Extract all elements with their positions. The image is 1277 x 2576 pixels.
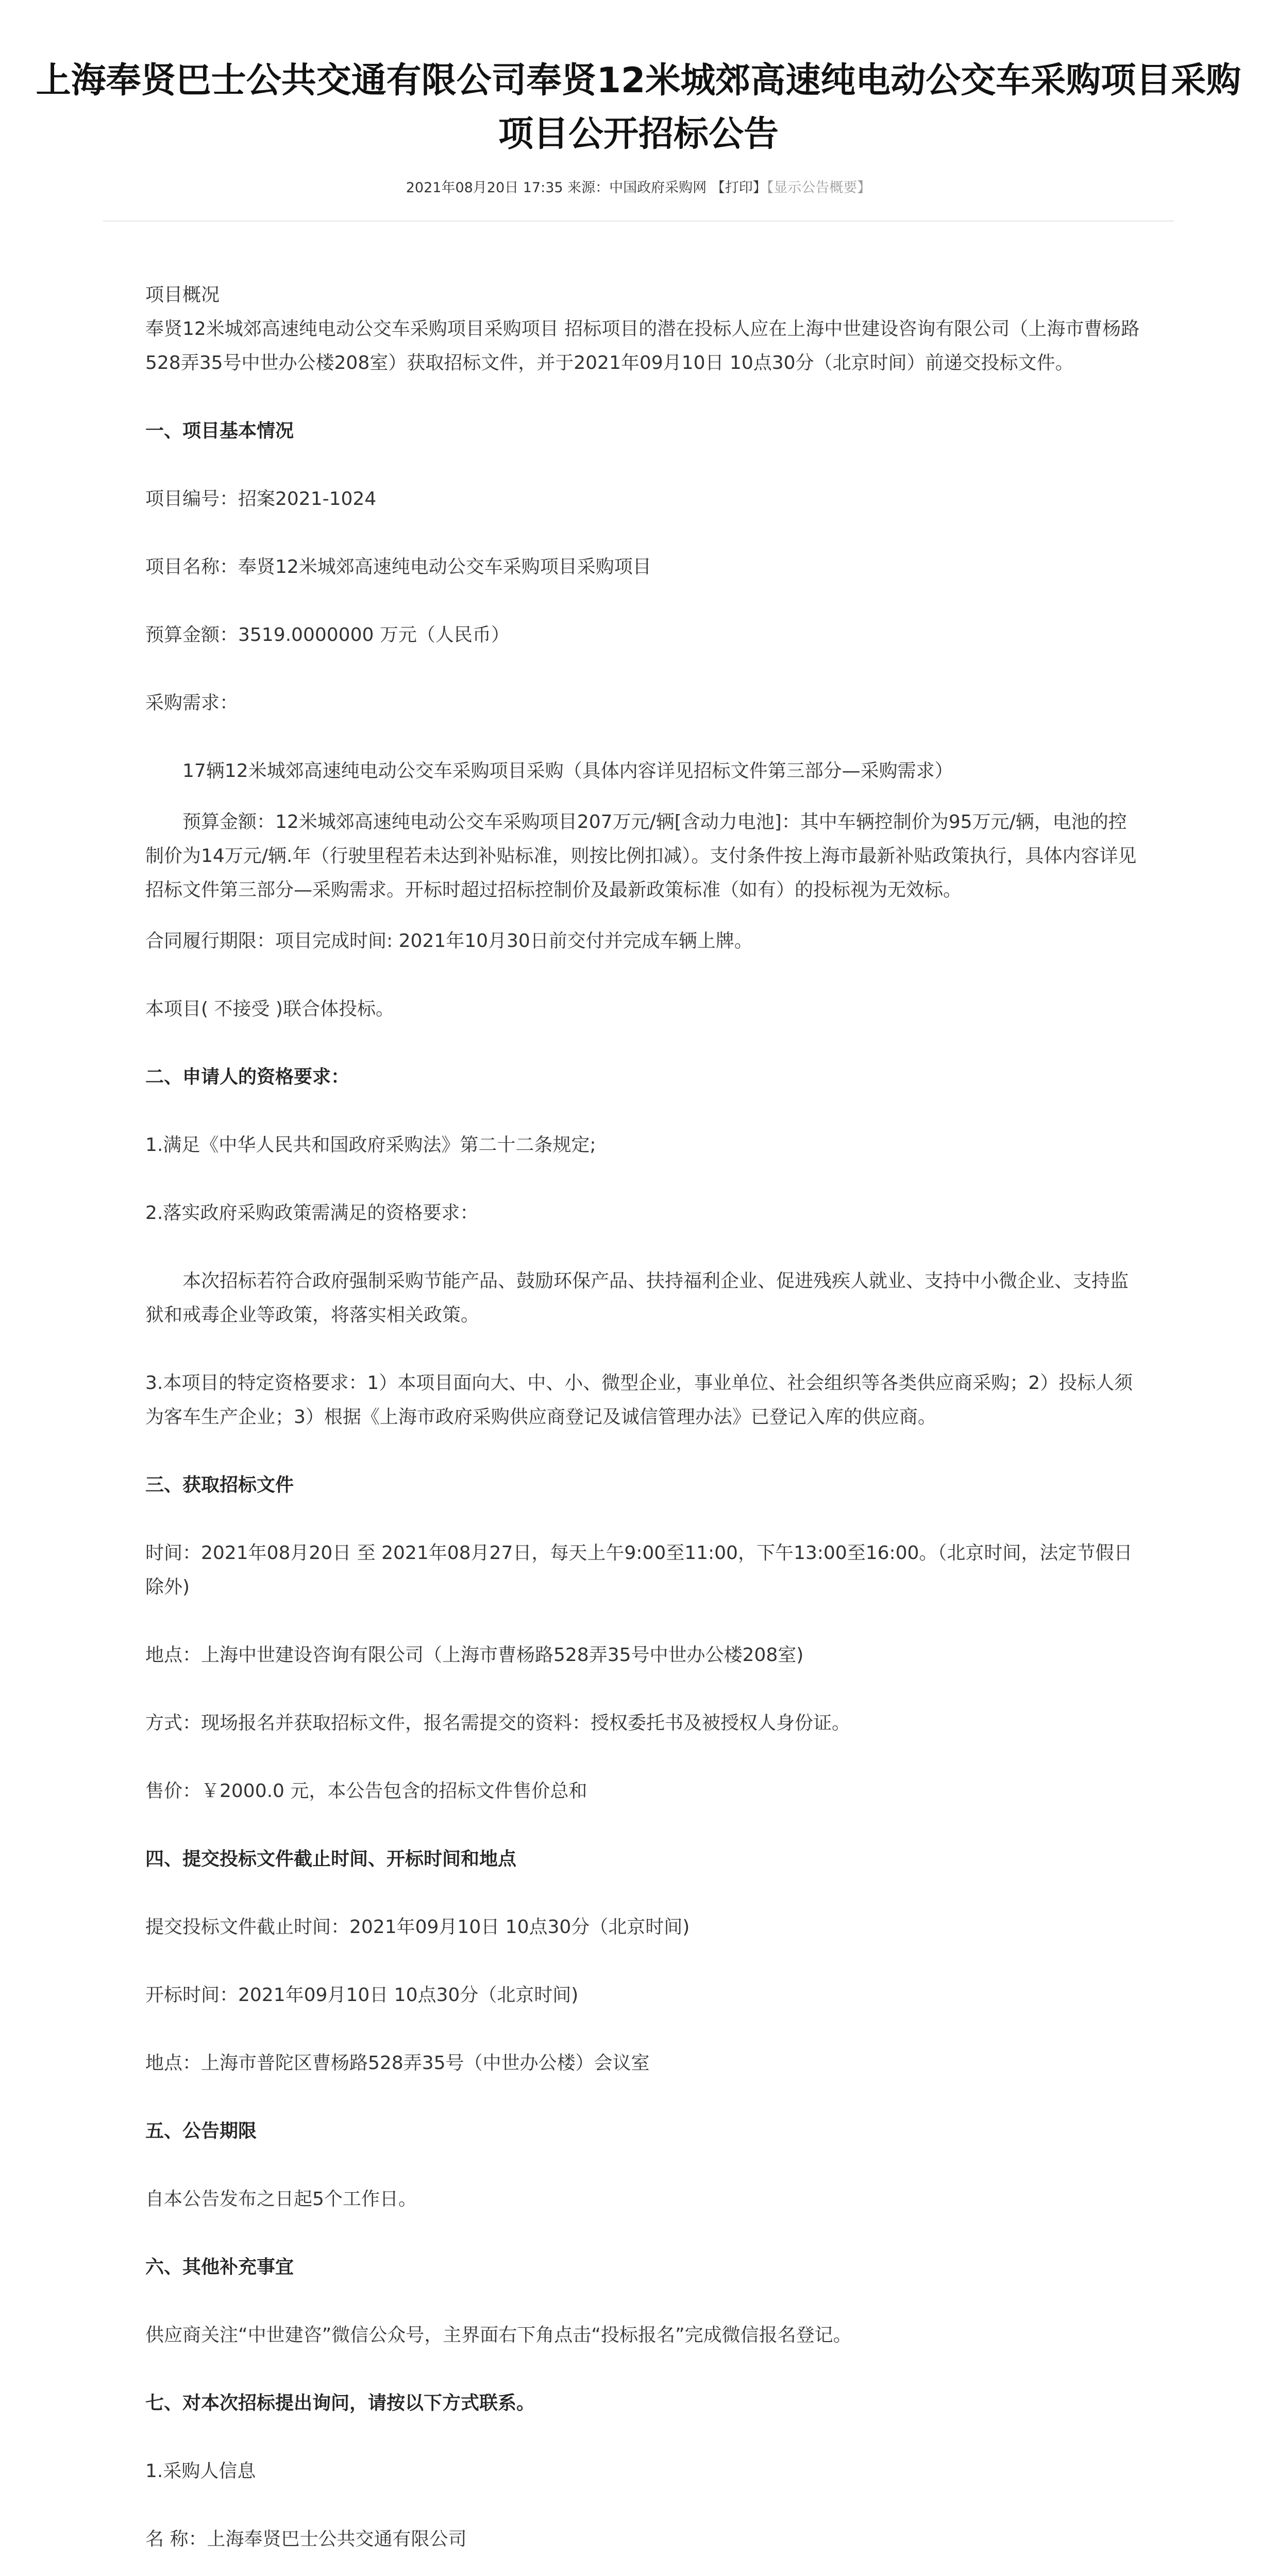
source-label: 来源： [567, 180, 610, 196]
bid-opening-place: 地点：上海市普陀区曹杨路528弄35号（中世办公楼）会议室 [145, 2053, 650, 2074]
bid-deadline: 提交投标文件截止时间：2021年09月10日 10点30分（北京时间) [145, 1917, 690, 1938]
announcement-period: 自本公告发布之日起5个工作日。 [145, 2189, 417, 2210]
qualification-3: 3.本项目的特定资格要求：1）本项目面向大、中、小、微型企业，事业单位、社会组织等各类供应商采购；2）投标人须为客车生产企业；3）根据《上海市政府采购供应商登记及诚信管理办法》已登记入库的供应商。 [145, 1372, 1133, 1428]
procurement-demand-label: 采购需求： [145, 692, 239, 714]
overview-text: 奉贤12米城郊高速纯电动公交车采购项目采购项目 招标项目的潜在投标人应在上海中世建设咨询有限公司（上海市曹杨路528弄35号中世办公楼208室）获取招标文件，并于2021年09月10日 10点30分（北京时间）前递交投标文件。 [145, 318, 1140, 374]
show-summary-link[interactable]: 【显示公告概要】 [766, 180, 871, 196]
budget-amount: 预算金额：3519.0000000 万元（人民币） [145, 624, 510, 646]
purchaser-name: 名 称：上海奉贤巴士公共交通有限公司 [145, 2529, 467, 2550]
document-price: 售价：￥2000.0 元，本公告包含的招标文件售价总和 [145, 1781, 587, 1802]
announcement-body [145, 278, 1140, 2576]
section-2-heading: 二、申请人的资格要求： [145, 1066, 350, 1088]
document-method: 方式：现场报名并获取招标文件，报名需提交的资料：授权委托书及被授权人身份证。 [145, 1713, 851, 1734]
section-6-heading: 六、其他补充事宜 [145, 2257, 294, 2278]
contract-period: 合同履行期限：项目完成时间: 2021年10月30日前交付并完成车辆上牌。 [145, 930, 753, 952]
section-1-heading: 一、项目基本情况 [145, 420, 294, 442]
section-7-heading: 七、对本次招标提出询问，请按以下方式联系。 [145, 2393, 535, 2414]
project-number: 项目编号：招案2021-1024 [145, 488, 377, 510]
overview-title: 项目概况 [145, 284, 220, 306]
project-name: 项目名称：奉贤12米城郊高速纯电动公交车采购项目采购项目 [145, 556, 651, 578]
section-4-heading: 四、提交投标文件截止时间、开标时间和地点 [145, 1849, 517, 1870]
section-3-heading: 三、获取招标文件 [145, 1475, 294, 1496]
procurement-demand-item: 17辆12米城郊高速纯电动公交车采购项目采购（具体内容详见招标文件第三部分—采购需求） [182, 760, 953, 782]
publish-time: 2021年08月20日 17:35 [406, 180, 563, 196]
document-place: 地点：上海中世建设咨询有限公司（上海市曹杨路528弄35号中世办公楼208室) [145, 1645, 804, 1666]
purchaser-title: 1.采购人信息 [145, 2461, 256, 2482]
procurement-demand-budget: 预算金额：12米城郊高速纯电动公交车采购项目207万元/辆[含动力电池]：其中车辆控制价为95万元/辆，电池的控制价为14万元/辆.年（行驶里程若未达到补贴标准，则按比例扣减）。支付条件按上海市最新补贴政策执行，具体内容详见招标文件第三部分—采购需求。开标时超过招标控制价及最新政策标准（如有）的投标视为无效标。 [145, 811, 1137, 901]
source-link[interactable]: 中国政府采购网 [609, 180, 707, 196]
header-divider [103, 221, 1174, 222]
publish-meta [0, 178, 1277, 198]
supplementary-note: 供应商关注“中世建咨”微信公众号，主界面右下角点击“投标报名”完成微信报名登记。 [145, 2325, 852, 2346]
qualification-2: 2.落实政府采购政策需满足的资格要求： [145, 1202, 479, 1224]
document-time: 时间：2021年08月20日 至 2021年08月27日，每天上午9:00至11:00，下午13:00至16:00。（北京时间，法定节假日除外) [145, 1543, 1133, 1598]
qualification-2-detail: 本次招标若符合政府强制采购节能产品、鼓励环保产品、扶持福利企业、促进残疾人就业、支持中小微企业、支持监狱和戒毒企业等政策，将落实相关政策。 [145, 1270, 1129, 1326]
section-5-heading: 五、公告期限 [145, 2121, 257, 2142]
page-title: 上海奉贤巴士公共交通有限公司奉贤12米城郊高速纯电动公交车采购项目采购项目公开招标公告 [36, 60, 1241, 155]
print-link[interactable]: 【打印】 [711, 180, 767, 196]
bid-opening-time: 开标时间：2021年09月10日 10点30分（北京时间) [145, 1985, 579, 2006]
consortium-note: 本项目( 不接受 )联合体投标。 [145, 998, 394, 1020]
qualification-1: 1.满足《中华人民共和国政府采购法》第二十二条规定; [145, 1134, 596, 1156]
